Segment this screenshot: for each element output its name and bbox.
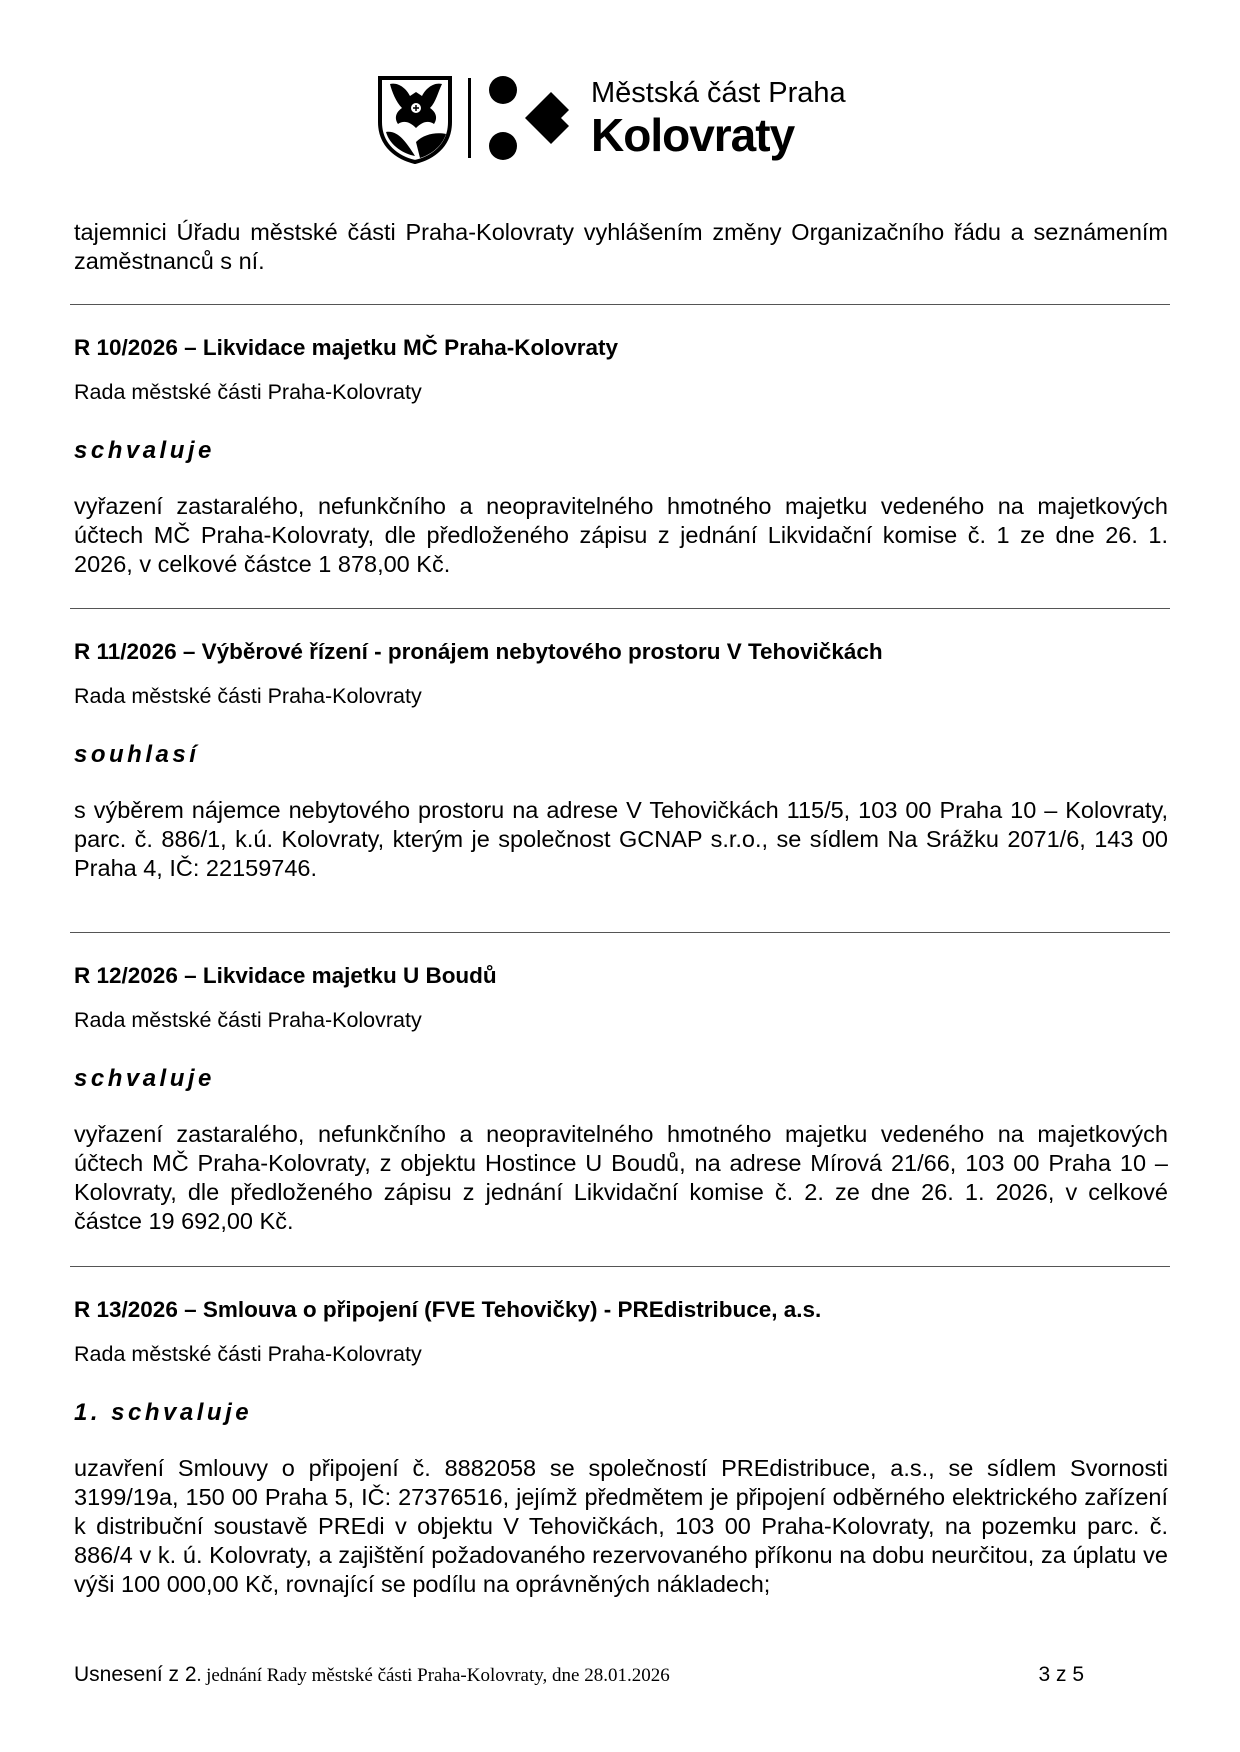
resolution-text: uzavření Smlouvy o připojení č. 8882058 se společností PREdistribuce, a.s., se sídlem Svornosti 3199/19a, 150 00 Praha 5, IČ: 27376516, jejímž předmětem je připojení odběrného elektrického zařízení k distribuční soustavě PREdi v objektu V Tehovičkách, 103 00 Praha-Kolovraty, na pozemku parc. č. 886/4 v k. ú. Kolovraty, a zajištění požadovaného rezervovaného příkonu na dobu neurčitou, za úplatu ve výši 100 000,00 Kč, rovnající se podílu na oprávněných nákladech; (74, 1455, 1168, 1597)
coat-of-arms-icon (376, 72, 454, 164)
resolution-verb: schvaluje (74, 1065, 215, 1092)
logo-text (591, 76, 846, 160)
resolution-title: R 10/2026 – Likvidace majetku MČ Praha-Kolovraty (74, 335, 618, 360)
logo-divider (468, 78, 471, 158)
resolution-body: Rada městské části Praha-Kolovraty (74, 684, 422, 708)
resolution-text: vyřazení zastaralého, nefunkčního a neopravitelného hmotného majetku vedeného na majetkových účtech MČ Praha-Kolovraty, dle předloženého zápisu z jednání Likvidační komise č. 1 ze dne 26. 1. 2026, v celkové částce 1 878,00 Kč. (74, 493, 1168, 577)
intro-paragraph: tajemnici Úřadu městské části Praha-Kolovraty vyhlášením změny Organizačního řádu a seznámením zaměstnanců s ní. (74, 219, 1168, 274)
logo-line-1: Městská část Praha (591, 77, 846, 109)
kolovraty-mark-icon (485, 72, 577, 164)
resolution-body: Rada městské části Praha-Kolovraty (74, 380, 422, 404)
logo-line-2: Kolovraty (591, 109, 795, 161)
section-divider (70, 304, 1170, 305)
resolution-title: R 11/2026 – Výběrové řízení - pronájem nebytového prostoru V Tehovičkách (74, 639, 883, 664)
resolution-title: R 13/2026 – Smlouva o připojení (FVE Tehovičky) - PREdistribuce, a.s. (74, 1297, 822, 1322)
footer-label: Usnesení z 2 (74, 1663, 197, 1686)
header-logo (376, 72, 846, 164)
section-divider (70, 1266, 1170, 1267)
resolution-text: s výběrem nájemce nebytového prostoru na adrese V Tehovičkách 115/5, 103 00 Praha 10 – Kolovraty, parc. č. 886/1, k.ú. Kolovraty, kterým je společnost GCNAP s.r.o., se sídlem Na Srážku 2071/6, 143 00 Praha 4, IČ: 22159746. (74, 797, 1168, 881)
resolution-body: Rada městské části Praha-Kolovraty (74, 1008, 422, 1032)
section-divider (70, 932, 1170, 933)
resolution-title: R 12/2026 – Likvidace majetku U Boudů (74, 963, 497, 988)
resolution-verb: 1. schvaluje (74, 1399, 253, 1426)
section-divider (70, 608, 1170, 609)
resolution-body: Rada městské části Praha-Kolovraty (74, 1342, 422, 1366)
resolution-verb: souhlasí (74, 741, 200, 768)
page-number: 3 z 5 (1038, 1663, 1084, 1686)
footer-meeting: . jednání Rady městské části Praha-Kolovraty, dne 28.01.2026 (196, 1665, 670, 1686)
resolution-text: vyřazení zastaralého, nefunkčního a neopravitelného hmotného majetku vedeného na majetkových účtech MČ Praha-Kolovraty, z objektu Hostince U Boudů, na adrese Mírová 21/66, 103 00 Praha 10 – Kolovraty, dle předloženého zápisu z jednání Likvidační komise č. 2. ze dne 26. 1. 2026, v celkové částce 19 692,00 Kč. (74, 1121, 1168, 1234)
resolution-verb: schvaluje (74, 437, 215, 464)
page-footer (74, 1660, 1084, 1690)
